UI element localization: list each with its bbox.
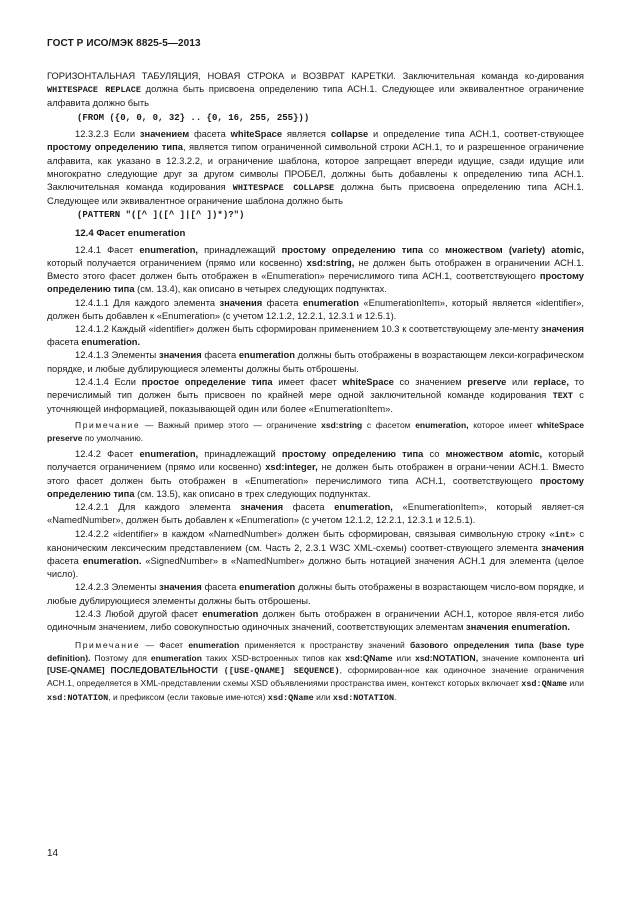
note-base-type: Примечание — Фасет enumeration применяется к пространству значений базового определения типа (base type definition). Поэтому для enumeration таких XSD-встроенных типов как xsd:QName или xsd:NOTATION, значение компонента uri [USE-QNAME] ПОСЛЕДОВАТЕЛЬНОСТИ ([USE-QNAME] SEQUENCE), сформирован-ное как одиночное значение ограничения АСН.1, определяется в XML-представлении схемы XSD объявлениями пространства имен, контекст которых включает xsd:QName или xsd:NOTATION, и префиксом (если таковые име-ются) xsd:QName или xsd:NOTATION. — [47, 640, 585, 703]
page-number: 14 — [47, 848, 59, 859]
paragraph-12-4-3: 12.4.3 Любой другой фасет enumeration должен быть отображен в ограничении АСН.1, которое явля-ется либо одиночным значением, либо совокупностью одиночных значений, соответствующих элементам значения enumeration. — [47, 608, 584, 632]
document-header: ГОСТ Р ИСО/МЭК 8825-5—2013 — [47, 38, 201, 49]
paragraph-12-4-1-2: 12.4.1.2 Каждый «identifier» должен быть сформирован применением 10.3 к соответствующему эле-менту значения фасета enumeration. — [47, 324, 584, 348]
code-from-constraint: (FROM ({0, 0, 0, 32} .. {0, 16, 255, 255})) — [77, 112, 310, 123]
section-heading-12-4: 12.4 Фасет enumeration — [75, 227, 186, 239]
code-pattern-constraint: (PATTERN "([^ ]([^ ]|[^ ])*)?") — [77, 210, 245, 221]
note-xsd-string: Примечание — Важный пример этого — ограничение xsd:string с фасетом enumeration, которое имеет whiteSpace preserve по умолчанию. — [47, 420, 584, 443]
paragraph-12-4-1-1: 12.4.1.1 Для каждого элемента значения фасета enumeration «EnumerationItem», который является «identifier», должен быть добавлен к «Enumeration» (с учетом 12.1.2, 12.2.1, 12.3.1 и 12.5.1). — [47, 297, 584, 321]
paragraph-12-4-2: 12.4.2 Фасет enumeration, принадлежащий простому определению типа со множеством atomic, который получается ограничением (прямо или косвенно) xsd:integer, не должен быть отображен в ограни-чении АСН.1. Вместо этого фасет должен быть отображен в «Enumeration» перечислимого типа АСН.1, соответствующего простому определению типа (см. 13.5), как описано в трех следующих подпунктах. — [47, 449, 584, 499]
paragraph-12-4-2-2: 12.4.2.2 «identifier» в каждом «NamedNumber» должен быть сформирован, связывая символьную строку «int» с каноническим лексическим представлением (см. Часть 2, 2.3.1 W3C XML-схемы) соответ-ствующего элемента значения фасета enumeration. «SignedNumber» в «NamedNumber» должно быть нотацией значения АСН.1 для элемента (целое число). — [47, 528, 584, 580]
paragraph-12-4-1-3: 12.4.1.3 Элементы значения фасета enumeration должны быть отображены в возрастающем лекси-кографическом порядке, и любые дублирующиеся элементы должны быть отброшены. — [47, 350, 584, 374]
paragraph-12-4-2-1: 12.4.2.1 Для каждого элемента значения фасета enumeration, «EnumerationItem», который являет-ся «NamedNumber», должен быть добавлен к «Enumeration» (с учетом 12.1.2, 12.2.1, 12.3.1 и 12.5.1). — [47, 502, 584, 526]
paragraph-12-4-2-3: 12.4.2.3 Элементы значения фасета enumeration должны быть отображены в возрастающем число-вом порядке, и любые дублирующиеся элементы должны быть отброшены. — [47, 582, 584, 606]
paragraph-12-4-1-4: 12.4.1.4 Если простое определение типа имеет фасет whiteSpace со значением preserve или replace, то перечислимый тип должен быть присвоен по крайней мере одной заключительной команде кодирования TEXT с уточняющей информацией, показывающей один или более «EnumerationItem». — [47, 376, 585, 415]
paragraph-12-4-1: 12.4.1 Фасет enumeration, принадлежащий простому определению типа со множеством (variety) atomic, который получается ограничением (прямо или косвенно) xsd:string, не должен быть отображен в ограничении АСН.1. Вместо этого фасет должен быть отображен в «Enumeration» перечислимого типа АСН.1, соответствующего простому определению типа (см. 13.4), как описано в четырех следующих подпунктах. — [47, 244, 584, 295]
paragraph-carriage-return: ГОРИЗОНТАЛЬНАЯ ТАБУЛЯЦИЯ, НОВАЯ СТРОКА и ВОЗВРАТ КАРЕТКИ. Заключительная команда ко-дирования WHITESPACE REPLACE должна быть присвоена определению типа АСН.1. Следующее или эквивалентное ограничение алфавита должно быть — [47, 71, 584, 109]
document-page — [47, 38, 584, 708]
paragraph-12-3-2-3: 12.3.2.3 Если значением фасета whiteSpace является collapse и определение типа АСН.1, соответ-ствующее простому определению типа, является типом ограниченной символьной строки АСН.1, то и разрешенное ограничение алфавита, как указано в 12.3.2.2, и ограничение шаблона, которое запрещает впереди идущие, сзади идущие или многократно следующие друг за другом символы ПРОБЕЛ, должны быть добавлены к определению типа АСН.1. Заключительная команда кодирования WHITESPACE COLLAPSE должна быть присвоена определению типа АСН.1. Следующее или эквивалентное ограничение шаблона должно быть — [47, 129, 584, 207]
